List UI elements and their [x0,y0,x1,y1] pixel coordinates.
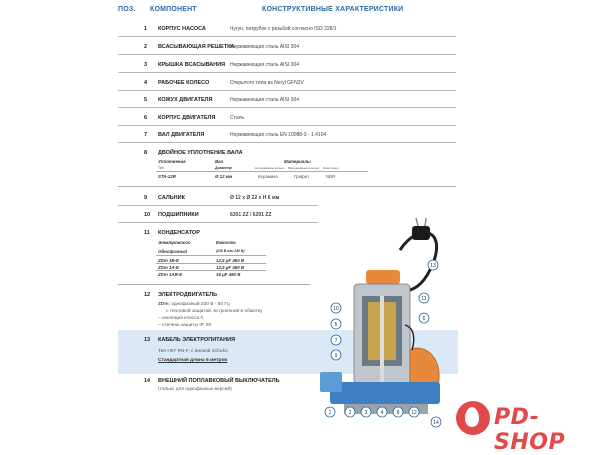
row-name: КАБЕЛЬ ЭЛЕКТРОПИТАНИЯ [158,337,236,343]
callout-label: 11 [421,296,427,302]
cap-r3b: 16 μF 450 В [216,272,241,277]
divider [118,107,456,108]
divider [156,270,266,271]
row-num: 10 [144,212,151,218]
row-num: 5 [144,97,148,103]
callout-label: 2 [348,410,352,416]
seal-h2: Вал [215,159,224,164]
divider [156,171,368,172]
row-val: Открытого типа из Noryl GFN2V [230,80,304,86]
motor-line2: с тепловой защитой, встроенной в обмотку [166,309,263,314]
row-num: 12 [144,292,151,298]
pd-shop-logo [450,399,590,455]
row-name: КОРПУС НАСОСА [158,26,206,32]
row-name: КОРПУС ДВИГАТЕЛЯ [158,115,216,121]
motor-spec: : однофазный 230 В - 50 Гц [168,302,230,307]
row-name: ПОДШИПНИКИ [158,212,199,218]
row-name: ВАЛ ДВИГАТЕЛЯ [158,132,205,138]
divider [118,72,456,73]
row-num: 14 [144,378,151,384]
cap-r1b: 12,5 μF 450 В [216,258,245,263]
row-num: 2 [144,44,148,50]
cap-r2b: 12,5 μF 450 В [216,265,245,270]
cap-r3a: ZDm 1AR-E [158,272,183,277]
outlet-pipe [320,372,342,392]
callout-label: 12 [411,410,417,416]
callout-label: 1 [328,410,332,416]
row-name: ВНЕШНИЙ ПОПЛАВКОВЫЙ ВЫКЛЮЧАТЕЛЬ [158,378,280,384]
header-num: ПОЗ. [118,6,136,13]
divider [118,284,310,285]
divider [118,186,456,187]
row-val: Нержавеющая сталь AISI 304 [230,44,300,50]
row-num: 11 [144,230,150,236]
motor-shaft [380,296,384,392]
callout-label: 13 [430,263,436,269]
logo-text: PD-SHOP [494,405,566,455]
callout-label: 5 [334,322,338,328]
callout-label: 8 [396,410,400,416]
callout-label: 6 [422,316,426,322]
plug-pin [425,218,426,226]
row-num: 7 [144,132,148,138]
row-val: 6201 ZZ / 6201 ZZ [230,212,272,218]
callout-label: 10 [333,306,339,312]
seal-sub4: Вращающееся кольцо [288,166,320,170]
cap-h2: Емкость [216,240,237,245]
divider [156,255,266,256]
row-num: 13 [144,337,151,343]
row-name: ВСАСЫВАЮЩАЯ РЕШЕТКА [158,44,235,50]
row-num: 6 [144,115,148,121]
cap-r2a: ZDm 1A-E [158,265,179,270]
row-val: Ø 12 х Ø 22 х Н 6 мм [230,195,280,201]
row-name: КОЖУХ ДВИГАТЕЛЯ [158,97,213,103]
row-val: Нержавеющая сталь AISI 304 [230,62,300,68]
seal-m2: Графит [294,174,310,179]
cable-gland [366,270,400,284]
header-characteristics: КОНСТРУКТИВНЫЕ ХАРАКТЕРИСТИКИ [262,6,404,13]
divider [118,205,318,206]
seal-sub3: Неподвижное кольцо [255,166,285,170]
seal-type: STA-12R [158,174,176,179]
row-val: Чугун, патрубок с резьбой согласно ISO 228/1 [230,26,337,32]
callout-label: 7 [334,338,338,344]
seal-h1: Уплотнение [158,159,186,164]
motor-line4: – степень защиты IP X8 [158,323,212,328]
cap-sub2: (230 В или 240 В) [216,249,245,253]
float-line1: (только для однофазных версий) [158,387,232,392]
water-drop-icon [465,407,479,427]
header-component: КОМПОНЕНТ [150,6,197,13]
divider [118,54,456,55]
cap-sub1: Однофазный [158,249,188,254]
divider [156,263,266,264]
motor-line3: – изоляция класса F, [158,316,205,321]
seal-diam: Ø 12 мм [215,174,233,179]
row-num: 8 [144,150,148,156]
row-name: ДВОЙНОЕ УПЛОТНЕНИЕ ВАЛА [158,150,243,156]
row-val: Нержавеющая сталь EN 10088-3 - 1.4104 [230,132,327,138]
divider [118,142,456,143]
row-num: 4 [144,80,148,86]
divider [118,222,318,223]
seal-sub5: Эластомер [323,166,339,170]
plug-pin [416,218,418,226]
divider [118,125,456,126]
divider [118,36,456,37]
callout-label: 4 [380,410,384,416]
row-name: КОНДЕНСАТОР [158,230,200,236]
pump-body [330,382,440,404]
row-name: ЭЛЕКТРОДВИГАТЕЛЬ [158,292,218,298]
plug-icon [412,226,430,240]
cable-line2: Стандартная длина 5 метров [158,358,228,363]
cap-r1a: ZDm 1B-E [158,258,179,263]
row-name: РАБОЧЕЕ КОЛЕСО [158,80,210,86]
callout-label: 14 [433,420,439,426]
motor-model: ZDm [158,302,169,307]
seal-m1: Керамика [258,174,278,179]
seal-sub2: Диаметр [215,166,232,170]
row-num: 9 [144,195,148,201]
row-val: Нержавеющая сталь AISI 304 [230,97,300,103]
row-name: САЛЬНИК [158,195,185,201]
row-num: 3 [144,62,148,68]
cap-h1: Электронасос [158,240,191,245]
callout-label: 9 [334,353,338,359]
motor-line1 [158,302,230,307]
divider [118,90,456,91]
seal-h3: Материалы [284,159,311,164]
row-name: КРЫШКА ВСАСЫВАНИЯ [158,62,226,68]
seal-sub1: Тип [158,166,164,170]
pump-diagram [300,210,460,440]
cable-line1: Тип H07 RN-F, с вилкой Schuko [158,349,228,354]
row-val: Сталь [230,115,245,121]
seal-m3: NBR [326,174,336,179]
callout-label: 3 [364,410,368,416]
row-num: 1 [144,26,148,32]
